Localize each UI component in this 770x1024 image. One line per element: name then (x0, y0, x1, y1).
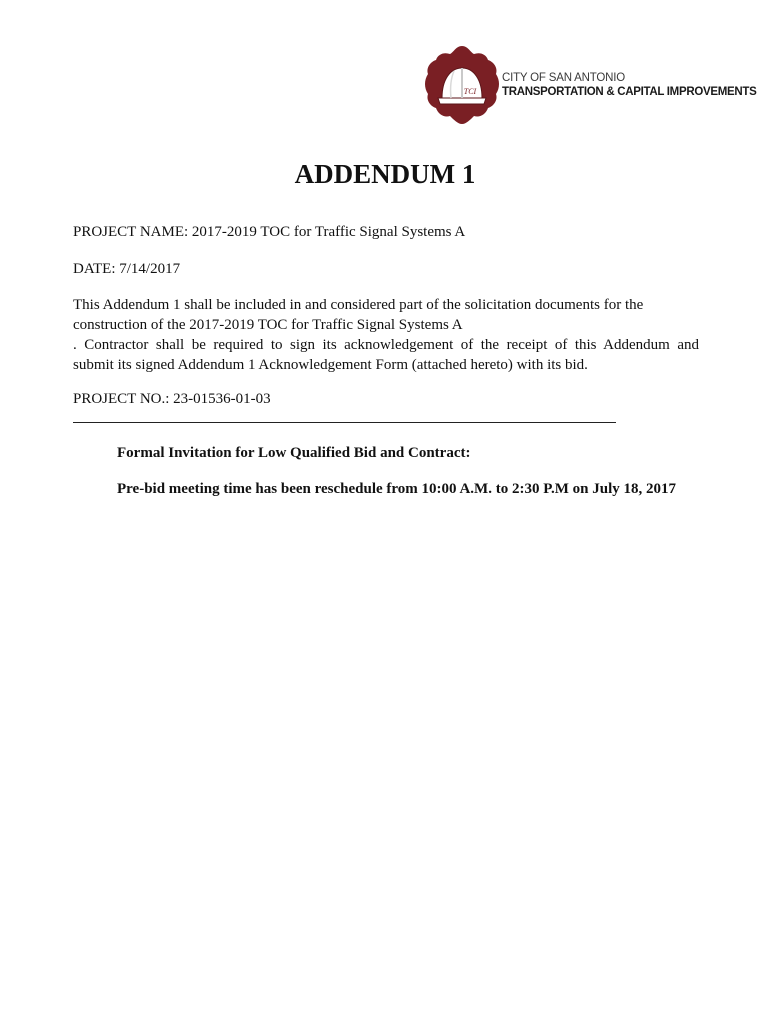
project-name: PROJECT NAME: 2017-2019 TOC for Traffic Signal Systems A (73, 224, 466, 240)
logo-badge-text: TCI (463, 87, 477, 96)
logo-org-line1: CITY OF SAN ANTONIO (502, 72, 625, 84)
section-divider (73, 422, 616, 423)
project-number: PROJECT NO.: 23-01536-01-03 (73, 391, 271, 407)
logo-org-line2: TRANSPORTATION & CAPITAL IMPROVEMENTS (502, 86, 757, 98)
document-date: DATE: 7/14/2017 (73, 261, 181, 277)
body-line: submit its signed Addendum 1 Acknowledgement Form (attached hereto) with its bid. (73, 357, 588, 373)
document-title: ADDENDUM 1 (294, 159, 476, 189)
body-line: . Contractor shall be required to sign its acknowledgement of the receipt of this Addendum and (73, 337, 699, 353)
body-line: This Addendum 1 shall be included in and considered part of the solicitation documents for the (73, 297, 644, 313)
addendum-body (73, 295, 699, 375)
body-line: construction of the 2017-2019 TOC for Traffic Signal Systems A (73, 317, 463, 333)
tci-logo (424, 44, 757, 134)
invitation-heading: Formal Invitation for Low Qualified Bid and Contract: (117, 445, 471, 461)
reschedule-notice: Pre-bid meeting time has been reschedule from 10:00 A.M. to 2:30 P.M on July 18, 2017 (117, 481, 676, 497)
hard-hat-seal-icon (424, 44, 500, 134)
